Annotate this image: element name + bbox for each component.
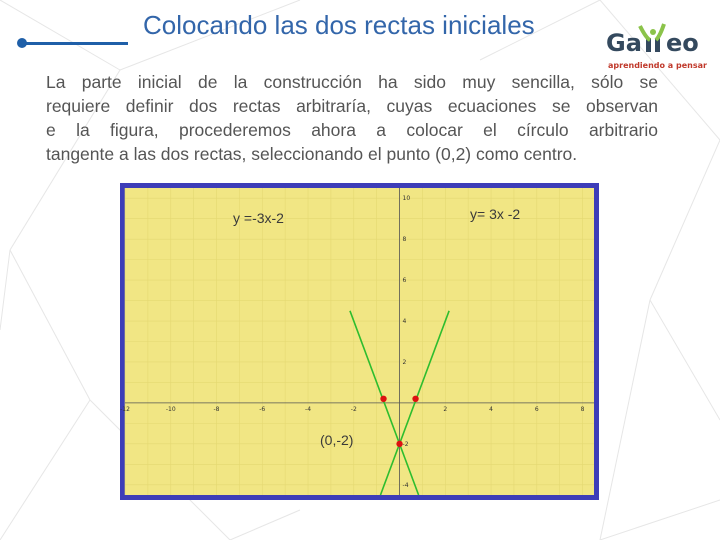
slide-title: Colocando las dos rectas iniciales — [143, 10, 535, 40]
body-line: tangente a las dos rectas, seleccionando el punto (0,2) como centro. — [46, 144, 578, 164]
y-tick-label: -4 — [402, 481, 409, 489]
x-tick-label: 2 — [443, 405, 448, 413]
x-tick-label: 4 — [489, 405, 493, 413]
x-tick-label: 6 — [534, 405, 539, 413]
y-tick-label: 4 — [402, 318, 407, 326]
x-tick-label: -2 — [350, 405, 357, 413]
point-label: (0,-2) — [320, 432, 354, 448]
body-line: e la figura, procederemos ahora a colocar el círculo arbitrario — [46, 120, 658, 140]
title-accent-line — [22, 42, 128, 45]
x-tick-label: -12 — [120, 405, 130, 413]
x-tick-label: -8 — [213, 405, 220, 413]
body-line: requiere definir dos rectas arbitraría, cuyas ecuaciones se observan — [46, 96, 658, 116]
data-point — [396, 441, 402, 447]
svg-text:eo: eo — [666, 29, 699, 57]
x-tick-label: -10 — [165, 405, 176, 413]
data-point — [380, 396, 386, 402]
body-line: La parte inicial de la construcción ha sido muy sencilla, sólo se — [46, 72, 658, 92]
body-paragraph — [46, 70, 658, 166]
y-tick-label: 8 — [402, 236, 407, 244]
galileo-logo — [600, 18, 712, 72]
logo-figure-icon — [640, 24, 664, 52]
x-tick-label: -4 — [305, 405, 312, 413]
svg-text:Ga: Ga — [606, 29, 642, 57]
y-tick-label: 10 — [402, 195, 411, 203]
data-point — [412, 396, 418, 402]
svg-text:aprendiendo a pensar: aprendiendo a pensar — [608, 61, 707, 70]
equation-label-right: y= 3x -2 — [470, 206, 521, 222]
y-tick-label: 2 — [402, 358, 407, 366]
x-tick-label: 8 — [580, 405, 585, 413]
x-tick-label: -6 — [259, 405, 266, 413]
y-tick-label: 6 — [402, 277, 407, 285]
y-tick-label: -2 — [402, 440, 409, 448]
equation-label-left: y =-3x-2 — [233, 210, 284, 226]
geogebra-graph — [120, 183, 599, 500]
